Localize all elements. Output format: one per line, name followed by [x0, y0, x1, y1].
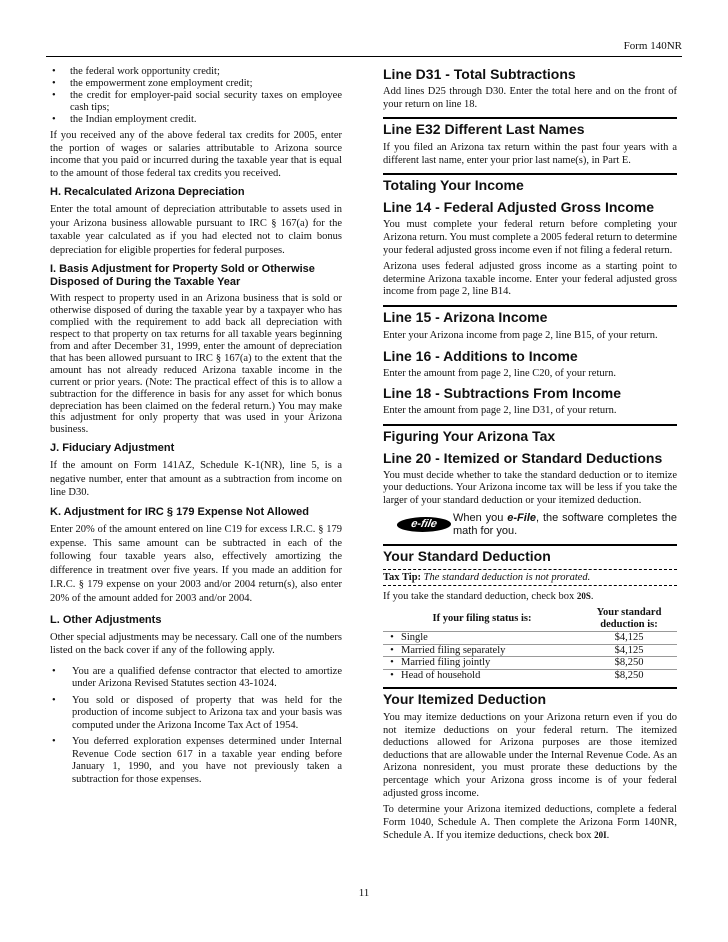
section-l-paragraph: Other special adjustments may be necessary. Call one of the numbers listed on the back cover if any of the following apply. [50, 631, 342, 657]
figuring-tax-heading: Figuring Your Arizona Tax [383, 424, 677, 445]
line-20-paragraph: You must decide whether to take the standard deduction or to itemize your deductions. Your Arizona income tax will be less if you take the larger of your standard deduction or your itemized deduction. [383, 469, 677, 506]
section-heading-i: I. Basis Adjustment for Property Sold or Otherwise Disposed of During the Taxable Year [50, 263, 315, 289]
table-header-status: If your filing status is: [432, 613, 532, 625]
totaling-income-heading: Totaling Your Income [383, 173, 677, 194]
list-item: • You deferred exploration expenses determined under Internal Revenue Code section 617 in a taxable year ending before January 1, 1990, and you have not previously taken a subtraction for those expenses. [50, 736, 342, 786]
section-h-paragraph: Enter the total amount of depreciation attributable to assets used in your Arizona business allowable pursuant to IRC § 167(a) for the taxable year calculated as if you had elected not to claim bonus depreciation for eligible properties for federal purposes. [50, 204, 342, 256]
line-20-heading: Line 20 - Itemized or Standard Deductions [383, 449, 663, 466]
standard-deduction-table [383, 607, 677, 681]
section-j-paragraph: If the amount on Form 141AZ, Schedule K-1(NR), line 5, is a negative number, enter that amount as a subtraction from income on line D30. [50, 460, 342, 499]
table-row: • Married filing separately $4,125 [383, 644, 677, 657]
standard-deduction-paragraph: If you take the standard deduction, check box 20S. [383, 590, 594, 602]
section-k-paragraph: Enter 20% of the amount entered on line C19 for excess I.R.C. § 179 expense. This same amount can be subtracted in each of the following four taxable years also, effectively amortizing the difference in treatment over five years. If you made an addition for I.R.C. § 179 expense on your 2003 and/or 2004 return(s), also enter 20% of the amount added for 2003 and/or 2004. [50, 523, 342, 604]
list-item: • the empowerment zone employment credit; [50, 78, 342, 90]
line-d31-paragraph: Add lines D25 through D30. Enter the total here and on the front of your return on line 18. [383, 86, 677, 110]
line-d31-heading: Line D31 - Total Subtractions [383, 66, 576, 82]
line-e32-paragraph: If you filed an Arizona tax return within the past four years with a different last name, enter your prior last name(s), in Part E. [383, 142, 677, 166]
table-row: • Married filing jointly $8,250 [383, 657, 677, 670]
efile-logo: e-file [395, 517, 452, 532]
standard-deduction-heading: Your Standard Deduction [383, 544, 677, 565]
line-14-paragraph-b: Arizona uses federal adjusted gross income as a starting point to determine Arizona taxable income. Enter your federal adjusted gross income from page 2, line B14. [383, 261, 677, 298]
credit-bullet-list [50, 66, 342, 126]
form-number: Form 140NR [623, 40, 682, 52]
left-column [50, 64, 342, 790]
line-14-heading: Line 14 - Federal Adjusted Gross Income [383, 199, 654, 216]
list-item: • You are a qualified defense contractor that elected to amortize under Arizona Revised Statutes section 43-1024. [50, 666, 342, 691]
section-heading-j: J. Fiduciary Adjustment [50, 442, 175, 455]
efile-text: When you e-File, the software completes the math for you. [453, 511, 677, 537]
itemized-paragraph-2: To determine your Arizona itemized deductions, complete a federal Form 1040, Schedule A. Then complete the Arizona Form 140NR, Schedule A. If you itemize deductions, check box 20I. [383, 804, 677, 842]
line-15-paragraph: Enter your Arizona income from page 2, line B15, of your return. [383, 329, 658, 341]
page-number: 11 [358, 887, 370, 899]
section-heading-h: H. Recalculated Arizona Depreciation [50, 186, 245, 199]
table-row: • Head of household $8,250 [383, 669, 677, 681]
list-item: • You sold or disposed of property that was held for the production of income subject to Arizona tax and your basis was computed under the Arizona Income Tax Act of 1954. [50, 695, 342, 733]
line-18-paragraph: Enter the amount from page 2, line D31, of your return. [383, 405, 617, 417]
line-16-paragraph: Enter the amount from page 2, line C20, of your return. [383, 367, 616, 379]
list-item: • the credit for employer-paid social security taxes on employee cash tips; [50, 90, 342, 114]
list-item: • the Indian employment credit. [50, 114, 342, 126]
section-heading-l: L. Other Adjustments [50, 613, 162, 626]
line-16-heading: Line 16 - Additions to Income [383, 347, 578, 364]
line-14-paragraph-a: You must complete your federal return before completing your Arizona return. You must complete a 2005 federal return to determine your federal adjusted gross income even if not filing a federal return. [383, 219, 677, 256]
itemized-paragraph: You may itemize deductions on your Arizona return even if you do not itemize deductions on your federal return. The itemized deductions allowed for Arizona purposes are those itemized deductions that are allowable under the Internal Revenue Code. As an Arizona nonresident, you must prorate these deductions by the percentage which your Arizona gross income is of your federal adjusted gross income. [383, 712, 677, 799]
header-rule [46, 56, 682, 57]
credits-paragraph: If you received any of the above federal tax credits for 2005, enter the portion of wages or salaries attributable to Arizona source income that you paid or incurred during the taxable year that is equal to the amount of those federal tax credits you received. [50, 130, 342, 179]
efile-note [383, 512, 677, 538]
tax-tip: Tax Tip: The standard deduction is not prorated. [383, 569, 677, 586]
line-18-heading: Line 18 - Subtractions From Income [383, 385, 622, 402]
right-column [383, 64, 677, 847]
table-header-amount: Your standard deduction is: [596, 607, 662, 631]
line-e32-heading: Line E32 Different Last Names [383, 117, 677, 138]
line-15-heading: Line 15 - Arizona Income [383, 305, 677, 326]
itemized-deduction-heading: Your Itemized Deduction [383, 687, 677, 708]
adjustment-bullet-list [50, 666, 342, 787]
list-item: • the federal work opportunity credit; [50, 66, 342, 78]
section-i-paragraph: With respect to property used in an Arizona business that is sold or otherwise disposed of during the taxable year by a taxpayer who has complied with the requirement to add back all depreciation with respect to that property on tax returns for all taxable years beginning from and after December 31, 1999, enter the amount of depreciation that has been allowed pursuant to IRC § 167(a) to the extent that the amount has not already reduced Arizona taxable income in the current or prior years. (Note: The practical effect of this is to allow a subtraction for the difference in basis for any asset for which bonus depreciation has been claimed on the federal return.) You may make this adjustment for only property that was used in your Arizona business. [50, 293, 342, 436]
section-heading-k: K. Adjustment for IRC § 179 Expense Not Allowed [50, 505, 309, 518]
table-row: • Single $4,125 [383, 632, 677, 645]
